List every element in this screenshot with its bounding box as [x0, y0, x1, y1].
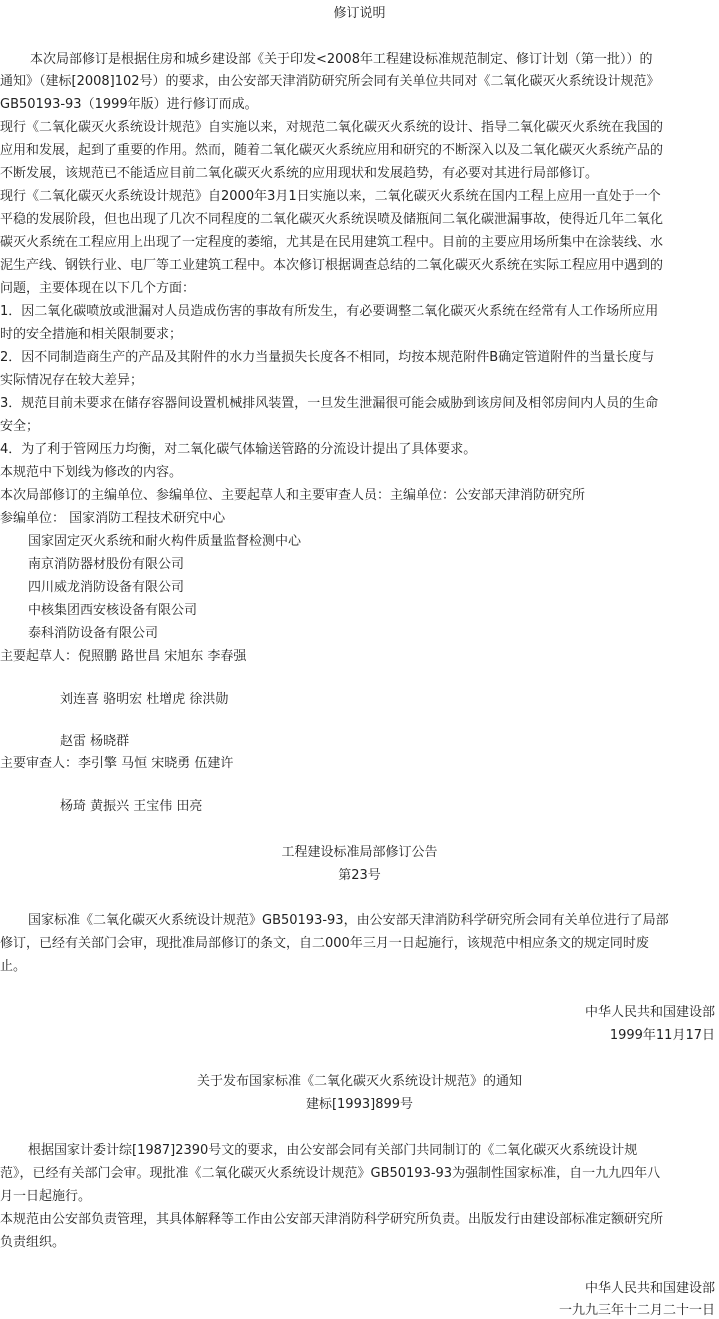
revision-note-line: 杨琦 黄振兴 王宝伟 田亮 — [60, 799, 203, 814]
notice-line: 月一日起施行。 — [0, 1189, 92, 1204]
revision-note-line: 本次局部修订是根据住房和城乡建设部《关于印发<2008年工程建设标准规范制定、修订计划（第一批））的 — [30, 52, 653, 67]
revision-note-line: 主要审查人：李引擎 马恒 宋晓勇 伍建许 — [0, 756, 234, 771]
announcement-issuer: 中华人民共和国建设部 — [584, 1005, 715, 1020]
revision-note-line: 参编单位： 国家消防工程技术研究中心 — [0, 511, 226, 526]
revision-note-line: 泰科消防设备有限公司 — [28, 626, 159, 641]
revision-note-line: 问题，主要体现在以下几个方面： — [0, 281, 196, 296]
revision-note-title: 修订说明 — [333, 6, 386, 21]
revision-note-line: 现行《二氧化碳灭火系统设计规范》自实施以来，对规范二氧化碳灭火系统的设计、指导二氧化碳灭火系统在我国的 — [0, 120, 664, 135]
revision-note-line: 安全； — [0, 419, 40, 434]
revision-note-line: 1．因二氧化碳喷放或泄漏对人员造成伤害的事故有所发生，有必要调整二氧化碳灭火系统在经常有人工作场所应用 — [0, 304, 659, 319]
notice-line: 范》，已经有关部门会审。现批准《二氧化碳灭火系统设计规范》GB50193-93为强制性国家标准，自一九九四年八 — [0, 1166, 661, 1181]
notice-line: 本规范由公安部负责管理，其具体解释等工作由公安部天津消防科学研究所负责。出版发行由建设部标准定额研究所 — [0, 1212, 664, 1227]
revision-note-line: 平稳的发展阶段，但也出现了几次不同程度的二氧化碳灭火系统误喷及储瓶间二氧化碳泄漏事故，使得近几年二氧化 — [0, 212, 664, 227]
revision-note-line: 泥生产线、钢铁行业、电厂等工业建筑工程中。本次修订根据调查总结的二氧化碳灭火系统在实际工程应用中遇到的 — [0, 258, 664, 273]
revision-note-line: 国家固定灭火系统和耐火构件质量监督检测中心 — [28, 534, 302, 549]
notice-line: 负责组织。 — [0, 1235, 66, 1250]
revision-note-line: 现行《二氧化碳灭火系统设计规范》自2000年3月1日实施以来，二氧化碳灭火系统在国内工程上应用一直处于一个 — [0, 189, 661, 204]
revision-note-line: 中核集团西安核设备有限公司 — [28, 603, 198, 618]
revision-note-line: 赵雷 杨晓群 — [60, 734, 130, 749]
revision-note-line: 碳灭火系统在工程应用上出现了一定程度的萎缩，尤其是在民用建筑工程中。目前的主要应用场所集中在涂装线、水 — [0, 235, 664, 250]
revision-note-line: 本次局部修订的主编单位、参编单位、主要起草人和主要审查人员：主编单位：公安部天津消防研究所 — [0, 488, 586, 503]
revision-note-line: 2．因不同制造商生产的产品及其附件的水力当量损失长度各不相同，均按本规范附件B确定管道附件的当量长度与 — [0, 350, 655, 365]
revision-note-line: 本规范中下划线为修改的内容。 — [0, 465, 183, 480]
announcement-line: 国家标准《二氧化碳灭火系统设计规范》GB50193-93，由公安部天津消防科学研究所会同有关单位进行了局部 — [28, 913, 669, 928]
revision-note-line: 不断发展，该规范已不能适应目前二氧化碳灭火系统的应用现状和发展趋势，有必要对其进行局部修订。 — [0, 166, 599, 181]
notice-title: 关于发布国家标准《二氧化碳灭火系统设计规范》的通知 — [196, 1074, 522, 1089]
revision-note-line: 4．为了利于管网压力均衡，对二氧化碳气体输送管路的分流设计提出了具体要求。 — [0, 442, 477, 457]
announcement-line: 止。 — [0, 959, 27, 974]
notice-date: 一九九三年十二月二十一日 — [558, 1303, 715, 1318]
revision-note-line: 实际情况存在较大差异； — [0, 373, 144, 388]
revision-note-line: 四川威龙消防设备有限公司 — [28, 580, 185, 595]
announcement-line: 修订，已经有关部门会审，现批准局部修订的条文，自二000年三月一日起施行，该规范中相应条文的规定同时废 — [0, 936, 649, 951]
revision-note-line: 南京消防器材股份有限公司 — [28, 557, 185, 572]
announcement-title: 工程建设标准局部修订公告 — [281, 845, 438, 860]
notice-number: 建标[1993]899号 — [305, 1097, 414, 1112]
notice-issuer: 中华人民共和国建设部 — [584, 1281, 715, 1296]
revision-note-line: 时的安全措施和相关限制要求； — [0, 327, 183, 342]
revision-note-line: 通知》（建标[2008]102号）的要求，由公安部天津消防研究所会同有关单位共同对《二氧化碳灭火系统设计规范》 — [0, 74, 660, 89]
revision-note-line: 3．规范目前未要求在储存容器间设置机械排风装置，一旦发生泄漏很可能会威胁到该房间及相邻房间内人员的生命 — [0, 396, 659, 411]
revision-note-line: GB50193-93（1999年版）进行修订而成。 — [0, 97, 258, 112]
revision-note-line: 刘连喜 骆明宏 杜增虎 徐洪勋 — [60, 692, 229, 707]
notice-line: 根据国家计委计综[1987]2390号文的要求，由公安部会同有关部门共同制订的《二氧化碳灭火系统设计规 — [28, 1143, 638, 1158]
announcement-date: 1999年11月17日 — [609, 1028, 715, 1043]
revision-note-line: 应用和发展，起到了重要的作用。然而，随着二氧化碳灭火系统应用和研究的不断深入以及二氧化碳灭火系统产品的 — [0, 143, 664, 158]
revision-note-line: 主要起草人：倪照鹏 路世昌 宋旭东 李春强 — [0, 649, 247, 664]
announcement-number: 第23号 — [338, 868, 381, 883]
